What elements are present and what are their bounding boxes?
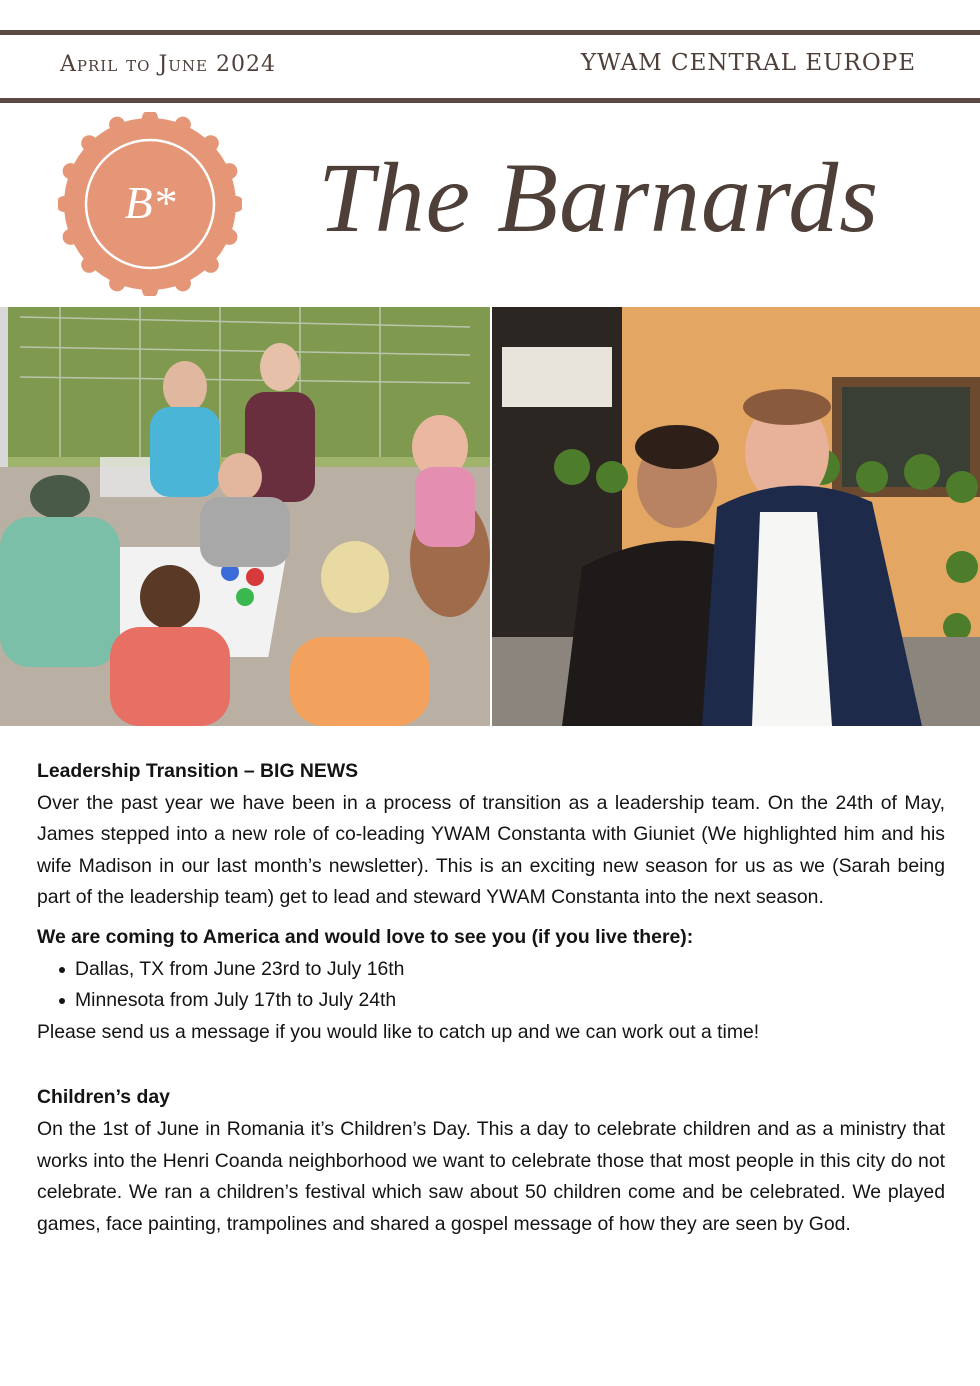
section-spacer [37,1048,945,1082]
section-body-leadership: Over the past year we have been in a process of transition as a leadership team. On the 24th of May, James stepped into a new role of co-leading YWAM Constanta with Giuniet (We highlighted him and his wife Madison in our last month’s newsletter). This is an exciting new season for us as we (Sarah being part of the leadership team) get to lead and steward YWAM Constanta into the next season. [37,791,945,909]
photo-strip [0,307,980,726]
children-crafts-photo [0,307,490,726]
section-heading-childrens-day: Children’s day [37,1086,170,1109]
section-body-childrens-day: On the 1st of June in Romania it’s Children’s Day. This a day to celebrate children and as a ministry that works into the Henri Coanda neighborhood we want to celebrate those that most people in this city do not celebrate. We ran a children’s festival which saw about 50 children come and be celebrated. We played games, face painting, trampolines and shared a gospel message of how they are seen by God. [37,1117,945,1235]
header-top-rule [0,30,980,35]
newsletter-date-range: April to June 2024 [60,52,276,77]
james-and-giuniet-photo [492,307,980,726]
list-item: Dallas, TX from June 23rd to July 16th [75,954,945,986]
section-closing-america: Please send us a message if you would like to catch up and we can work out a time! [37,1020,760,1043]
newsletter-title: The Barnards [318,142,880,253]
section-subheading-america: We are coming to America and would love to see you (if you live there): [37,925,694,948]
list-item: Minnesota from July 17th to July 24th [75,985,945,1017]
organization-name: YWAM CENTRAL EUROPE [580,50,916,76]
newsletter-content [37,756,945,1240]
barnards-logo-seal [58,112,242,296]
travel-list [37,954,945,1017]
section-heading-leadership: Leadership Transition – BIG NEWS [37,760,359,782]
logo-monogram: B* [124,177,176,228]
header-bottom-rule [0,98,980,103]
